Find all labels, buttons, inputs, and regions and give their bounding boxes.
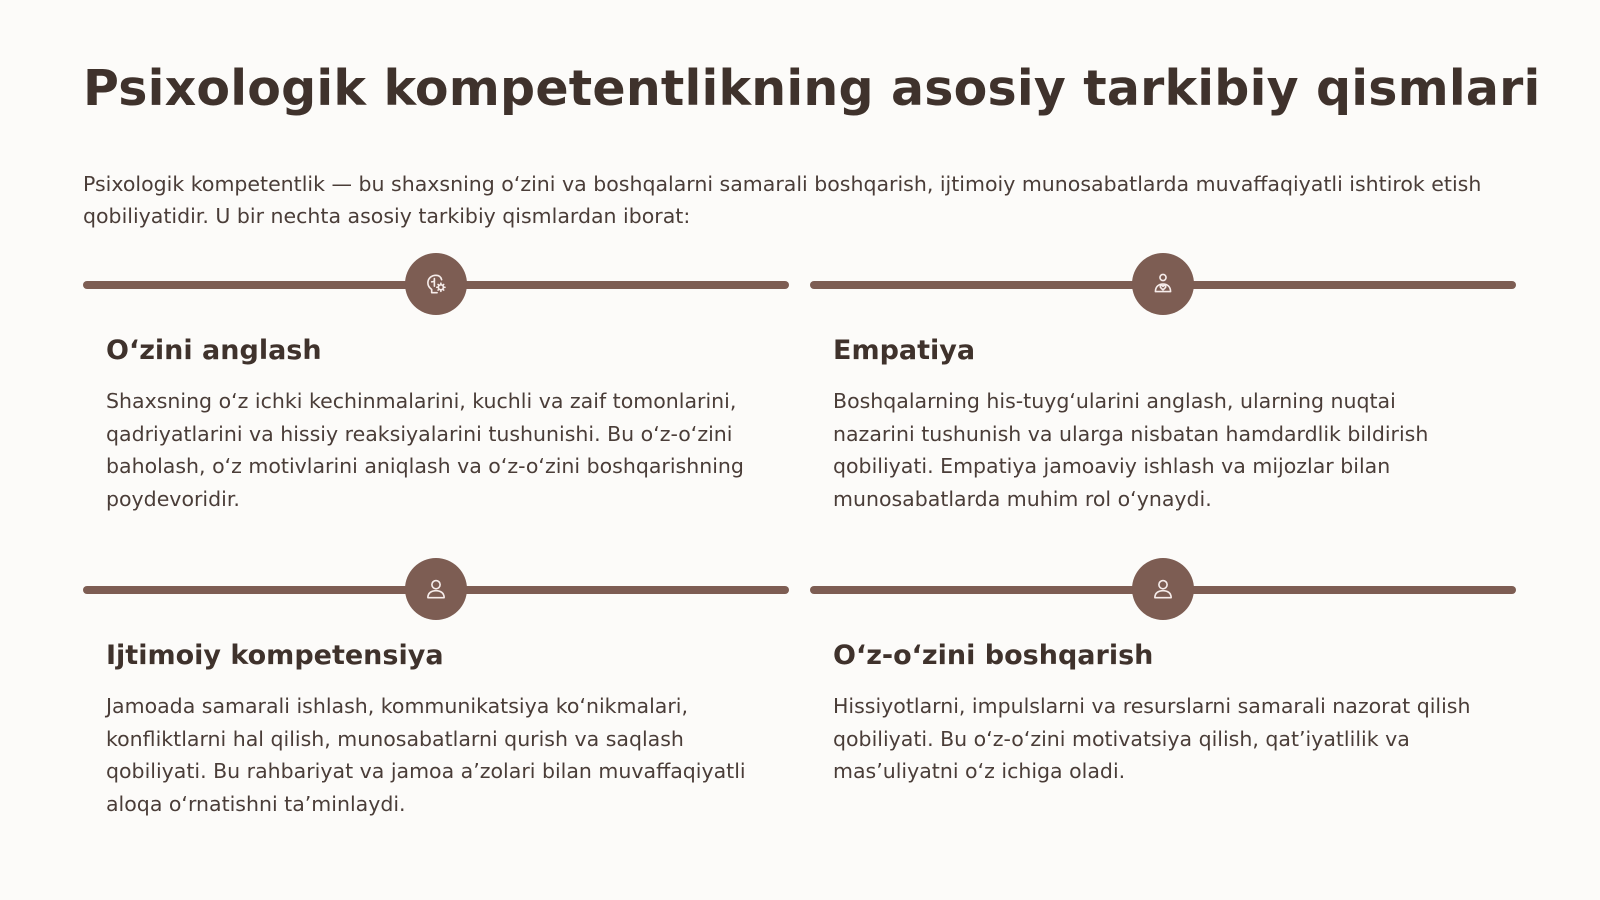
intro-paragraph: Psixologik kompetentlik — bu shaxsning o‘zini va boshqalarni samarali boshqarish, ijtimoiy munosabatlarda muvaffaqiyatli ishtirok etish qobiliyatidir. U bir nechta asosiy tarkibiy qismlardan iborat: xyxy=(83,172,1482,228)
card-title: Empatiya xyxy=(833,335,976,366)
icon-badge xyxy=(405,558,467,620)
card-self-awareness xyxy=(83,253,789,543)
card-empathy xyxy=(810,253,1516,543)
card-social-competence xyxy=(83,558,789,848)
user-icon xyxy=(423,576,449,602)
card-description: Boshqalarning his-tuyg‘ularini anglash, ularning nuqtai nazarini tushunish va ularga nisbatan hamdardlik bildirish qobiliyati. Empatiya jamoaviy ishlash va mijozlar bilan munosabatlarda muhim rol o‘ynaydi. xyxy=(833,389,1429,511)
card-description: Shaxsning o‘z ichki kechinmalarini, kuchli va zaif tomonlarini, qadriyatlarini va hissiy reaksiyalarini tushunishi. Bu o‘z-o‘zini baholash, o‘z motivlarini aniqlash va o‘z-o‘zini boshqarishning poydevoridir. xyxy=(106,389,744,511)
card-description: Jamoada samarali ishlash, kommunikatsiya ko‘nikmalari, konfliktlarni hal qilish, munosabatlarni qurish va saqlash qobiliyati. Bu rahbariyat va jamoa a’zolari bilan muvaffaqiyatli aloqa o‘rnatishni ta’minlaydi. xyxy=(106,694,746,816)
card-self-management xyxy=(810,558,1516,848)
icon-badge xyxy=(1132,558,1194,620)
person-heart-icon xyxy=(1150,271,1176,297)
page-title: Psixologik kompetentlikning asosiy tarkibiy qismlari xyxy=(83,60,1541,117)
user-icon xyxy=(1150,576,1176,602)
icon-badge xyxy=(405,253,467,315)
card-title: O‘z-o‘zini boshqarish xyxy=(833,640,1154,671)
card-title: O‘zini anglash xyxy=(106,335,322,366)
icon-badge xyxy=(1132,253,1194,315)
card-description: Hissiyotlarni, impulslarni va resurslarni samarali nazorat qilish qobiliyati. Bu o‘z-o‘zini motivatsiya qilish, qat’iyatlilik va mas’uliyatni o‘z ichiga oladi. xyxy=(833,694,1471,783)
brain-gear-icon xyxy=(423,271,449,297)
card-title: Ijtimoiy kompetensiya xyxy=(106,640,444,671)
